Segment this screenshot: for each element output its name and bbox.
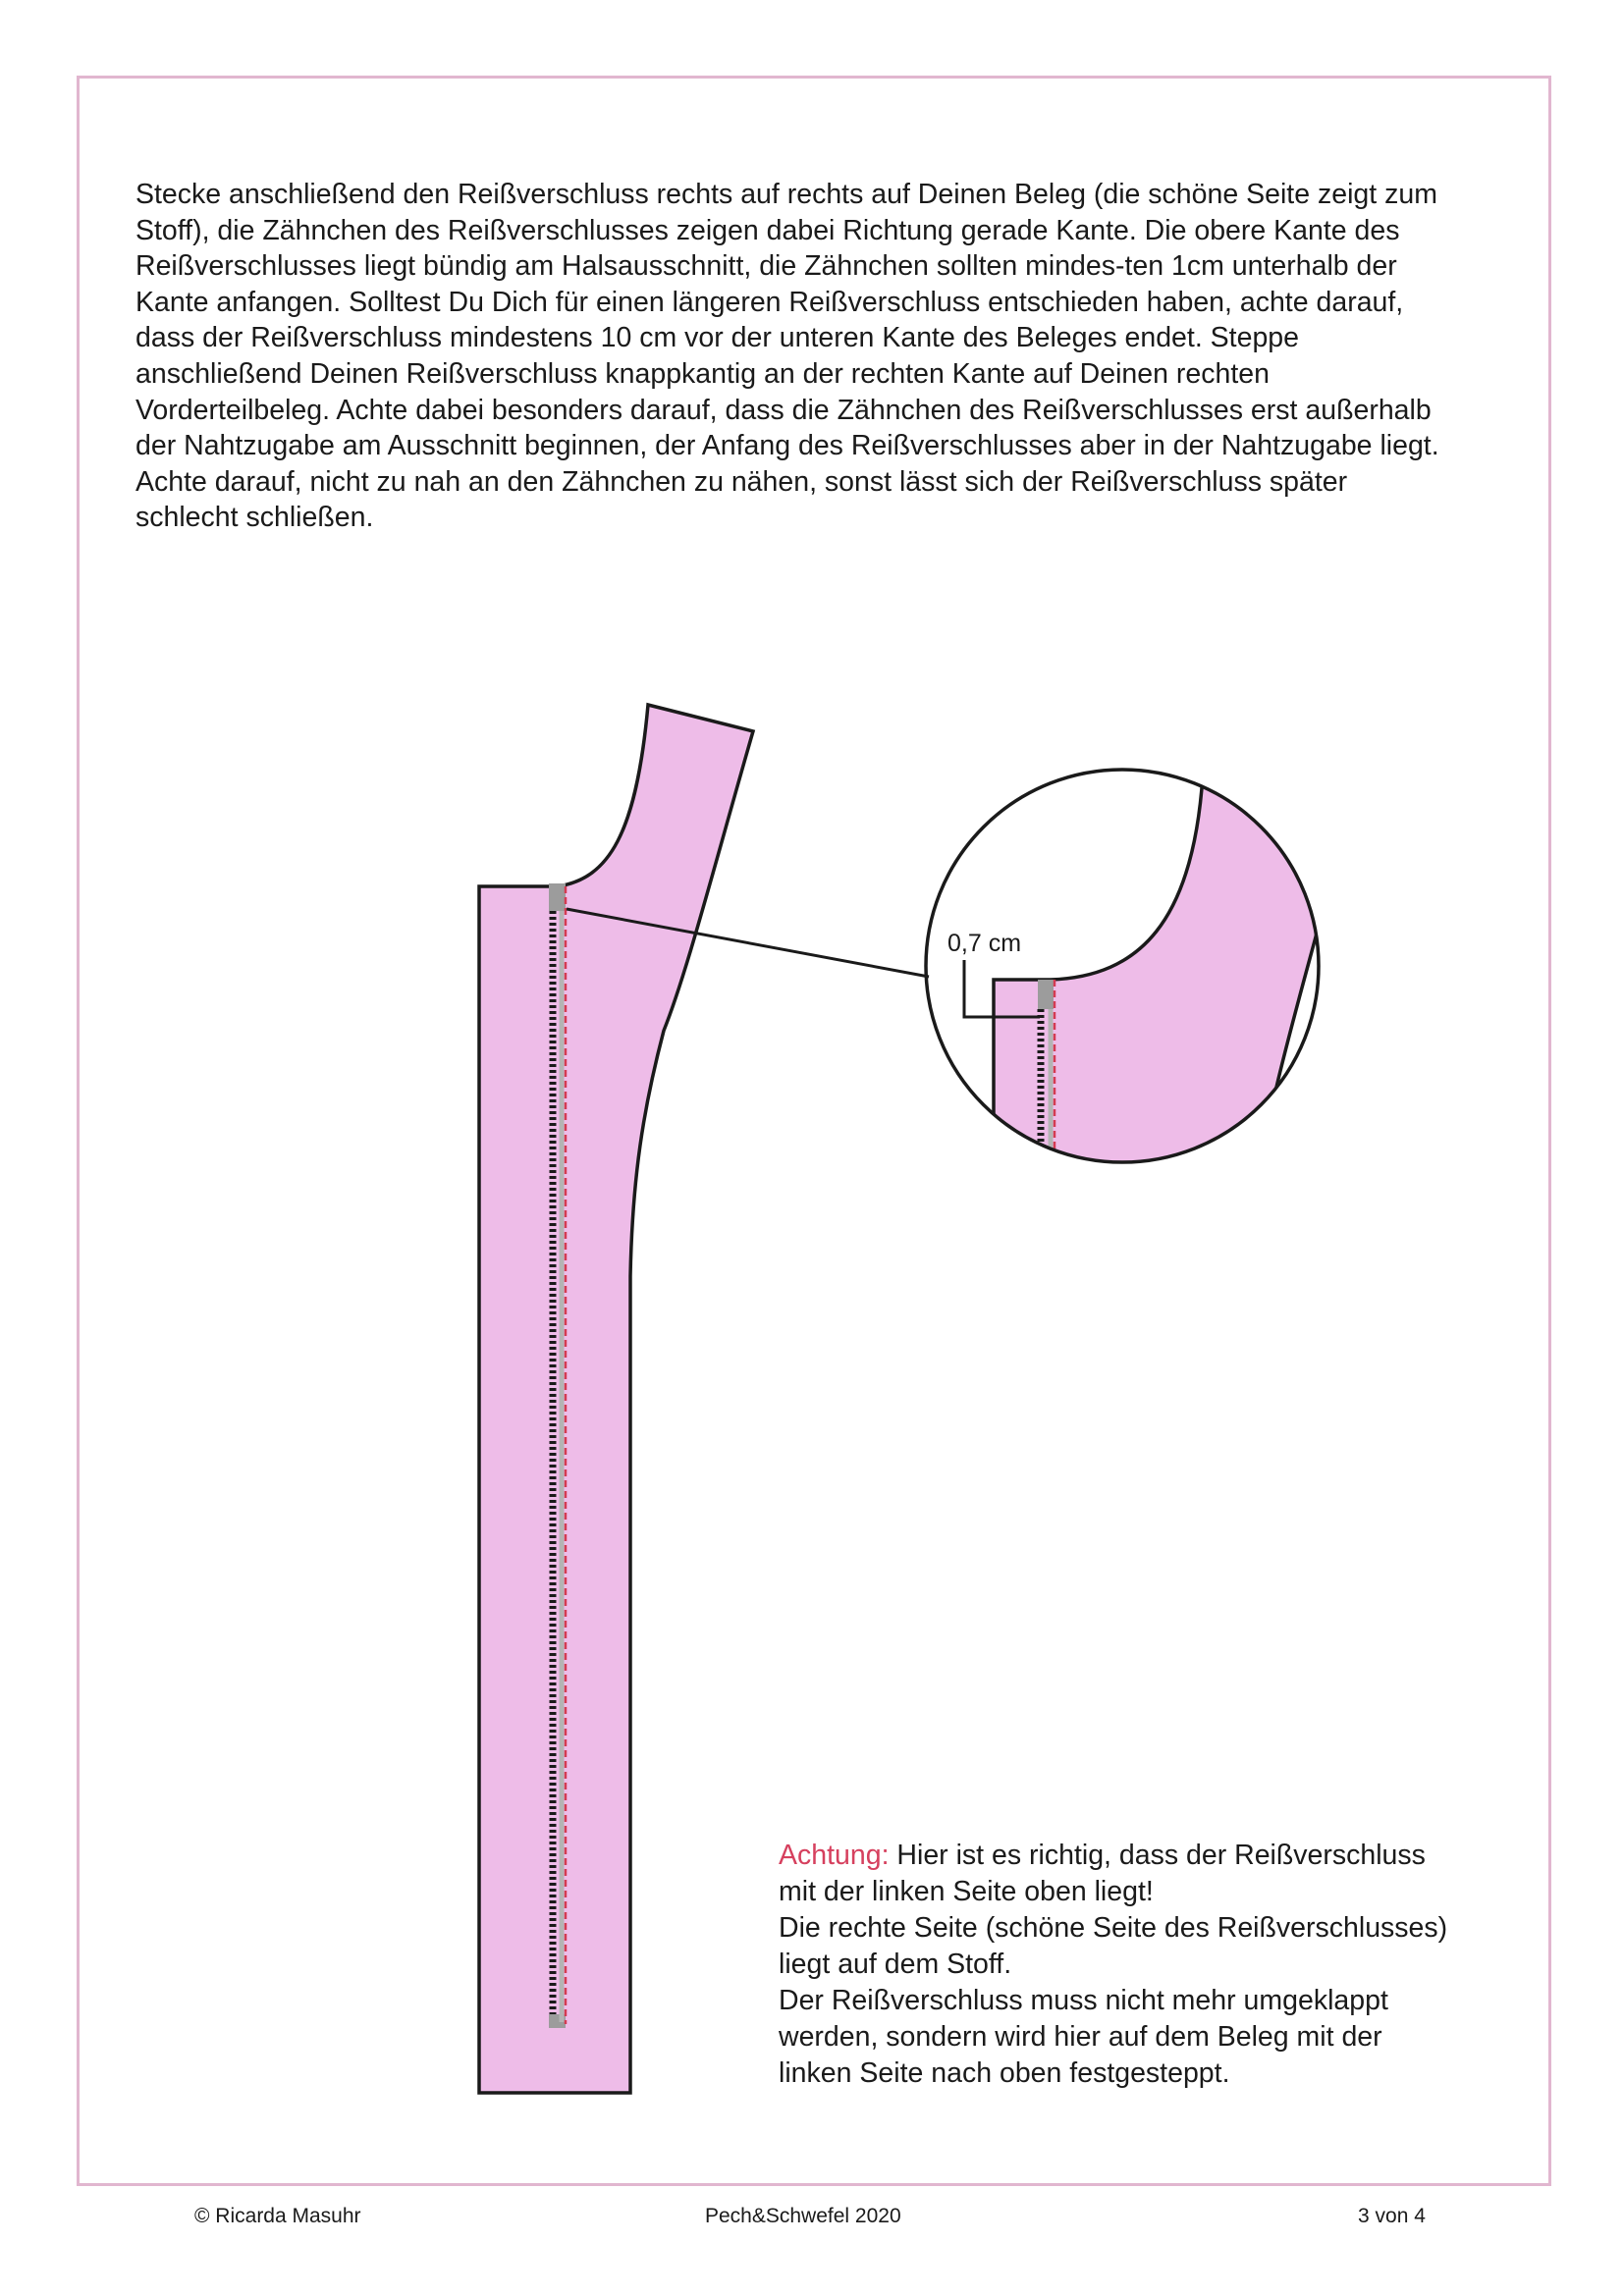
instruction-paragraph: Stecke anschließend den Reißverschluss rechts auf rechts auf Deinen Beleg (die schöne Seite zeigt zum Stoff), die Zähnchen des Reißverschlusses zeigen dabei Richtung gerade Kante. Die obere Kante des Reißverschlusses liegt bündig am Halsausschnitt, die Zähnchen sollten mindes-ten 1cm unterhalb der Kante anfangen. Solltest Du Dich für einen längeren Reißverschluss entschieden haben, achte darauf, dass der Reißverschluss mindestens 10 cm vor der unteren Kante des Beleges endet. Steppe anschließend Deinen Reißverschluss knappkantig an der rechten Kante auf Deinen rechten Vorderteilbeleg. Achte dabei besonders darauf, dass die Zähnchen des Reißverschlusses erst außerhalb der Nahtzugabe am Ausschnitt beginnen, der Anfang des Reißverschlusses aber in der Nahtzugabe liegt. Achte darauf, nicht zu nah an den Zähnchen zu nähen, sonst lässt sich der Reißverschluss später schlecht schließen. (135, 179, 1439, 534)
footer-page-number: 3 von 4 (1358, 2205, 1426, 2227)
footer-author: © Ricarda Masuhr (194, 2205, 361, 2227)
note-line-7: linken Seite nach oben festgesteppt. (779, 2057, 1230, 2089)
note-line-1-text: Hier ist es richtig, dass der Reißverschluss (889, 1840, 1426, 1871)
note-line-3: Die rechte Seite (schöne Seite des Reißverschlusses) (779, 1912, 1448, 1944)
warning-note (779, 1838, 1525, 2092)
page-footer (0, 2202, 1623, 2231)
warning-label: Achtung: (779, 1840, 890, 1871)
note-line-2: mit der linken Seite oben liegt! (779, 1876, 1154, 1907)
front-facing-piece (479, 705, 753, 2093)
detail-zipper-top (1038, 980, 1054, 1009)
zipper-top-tape (549, 883, 566, 911)
note-line-1 (779, 1838, 1525, 1874)
footer-brand: Pech&Schwefel 2020 (705, 2205, 901, 2227)
note-line-4: liegt auf dem Stoff. (779, 1949, 1012, 1980)
note-line-6: werden, sondern wird hier auf dem Beleg mit der (779, 2021, 1382, 2053)
detail-magnifier (994, 775, 1337, 1237)
note-line-5: Der Reißverschluss muss nicht mehr umgeklappt (779, 1985, 1388, 2016)
measurement-label: 0,7 cm (947, 930, 1022, 957)
